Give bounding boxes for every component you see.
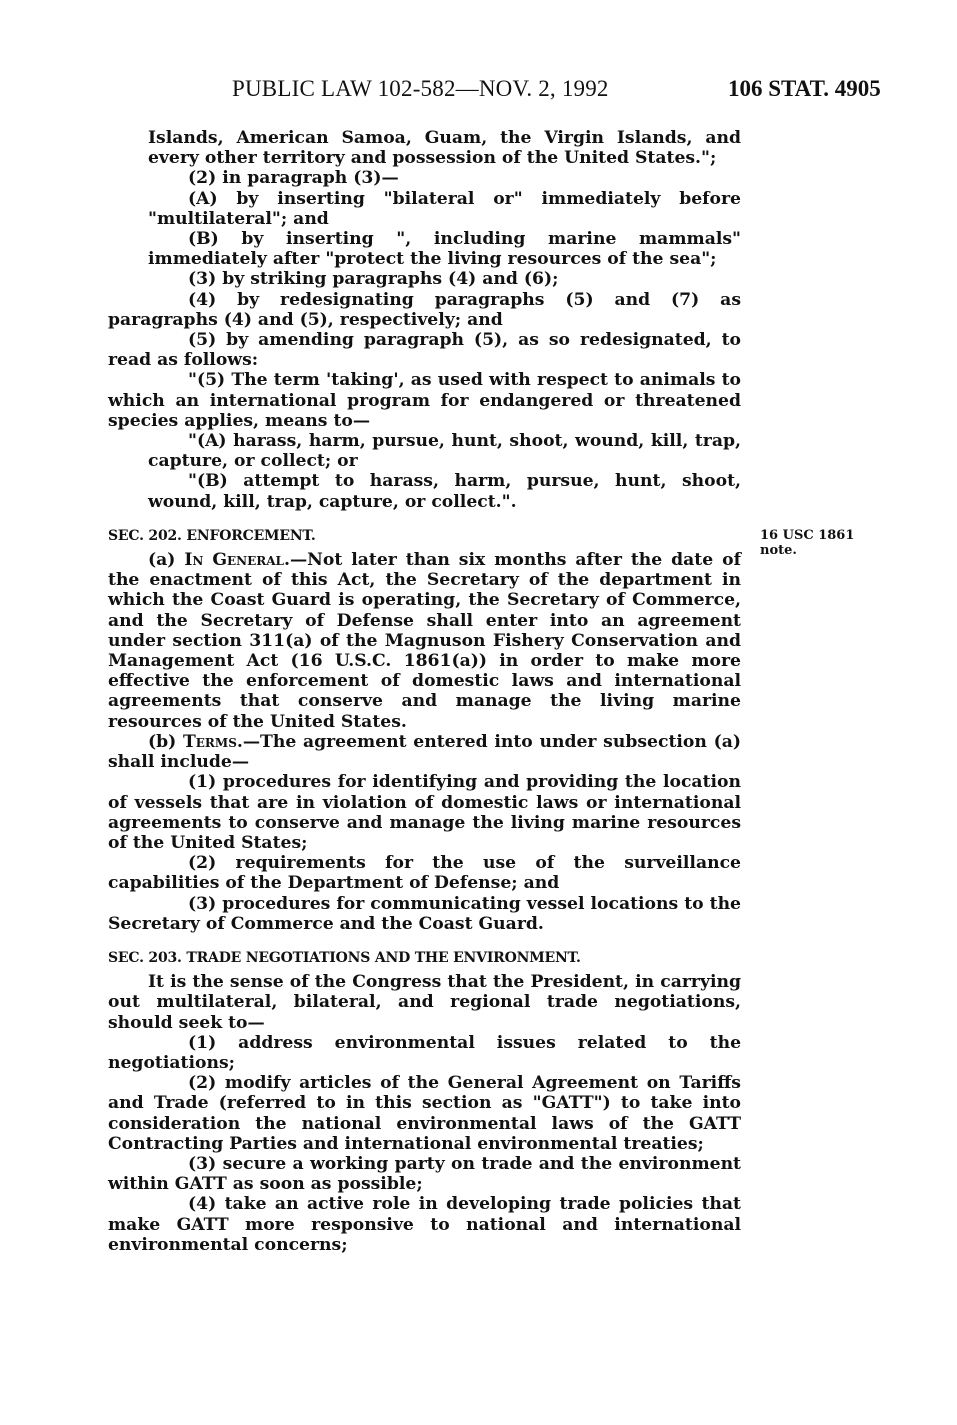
paragraph: "(A) harass, harm, pursue, hunt, shoot, wound, kill, trap, capture, or collect; or: [148, 431, 741, 472]
paragraph: (3) secure a working party on trade and the environment within GATT as soon as possible;: [108, 1153, 741, 1195]
paragraph: (5) by amending paragraph (5), as so redesignated, to read as follows:: [108, 330, 741, 371]
subsection-caption: Terms: [183, 731, 237, 752]
section-heading: SEC. 203. TRADE NEGOTIATIONS AND THE ENVIRONMENT.: [108, 949, 581, 966]
paragraph: (3) by striking paragraphs (4) and (6);: [188, 269, 559, 290]
paragraph: "(5) The term 'taking', as used with respect to animals to which an international program for endangered or threatened species applies, means to—: [108, 370, 741, 431]
subsection-caption: In General: [184, 550, 284, 571]
statute-page-number: 106 STAT. 4905: [728, 76, 881, 101]
running-head-title: PUBLIC LAW 102-582—NOV. 2, 1992: [232, 76, 609, 101]
paragraph: It is the sense of the Congress that the President, in carrying out multilateral, bilateral, and regional trade negotiations, should seek to—: [108, 972, 741, 1033]
paragraph: (3) procedures for communicating vessel locations to the Secretary of Commerce and the Coast Guard.: [108, 893, 741, 934]
margin-citation-note: [760, 528, 880, 558]
paragraph: (A) by inserting "bilateral or" immediately before "multilateral"; and: [148, 188, 741, 229]
margin-citation-line1: 16 USC 1861: [760, 528, 855, 543]
paragraph: (2) modify articles of the General Agreement on Tariffs and Trade (referred to in this section as "GATT") to take into consideration the national environmental laws of the GATT Contracting Parties and international environmental treaties;: [108, 1073, 741, 1154]
subsection-b: [108, 732, 741, 772]
section-heading: SEC. 202. ENFORCEMENT.: [108, 527, 316, 544]
paragraph: (2) requirements for the use of the surveillance capabilities of the Department of Defense; and: [108, 853, 741, 894]
subsection-text: .—Not later than six months after the date of the enactment of this Act, the Secretary of the department in which the Coast Guard is operating, the Secretary of Commerce, and the Secretary of Defense shall enter into an agreement under section 311(a) of the Magnuson Fishery Conservation and Management Act (16 U.S.C. 1861(a)) in order to make more effective the enforcement of domestic laws and international agreements that conserve and manage the living marine resources of the United States.: [108, 550, 741, 732]
margin-citation-line2: note.: [760, 543, 797, 558]
paragraph: (B) by inserting ", including marine mammals" immediately after "protect the living resources of the sea";: [148, 229, 741, 270]
subsection-text: .—The agreement entered into under subsection (a) shall include—: [108, 731, 741, 773]
paragraph: (4) by redesignating paragraphs (5) and (7) as paragraphs (4) and (5), respectively; and: [108, 289, 741, 330]
paragraph: (2) in paragraph (3)—: [188, 168, 399, 189]
subsection-label: (a): [148, 550, 185, 571]
paragraph: "(B) attempt to harass, harm, pursue, hunt, shoot, wound, kill, trap, capture, or collect.".: [148, 471, 741, 512]
subsection-label: (b): [148, 731, 183, 752]
document-body: [108, 128, 741, 1255]
paragraph: Islands, American Samoa, Guam, the Virgin Islands, and every other territory and possession of the United States.";: [148, 128, 741, 169]
paragraph: (1) address environmental issues related to the negotiations;: [108, 1032, 741, 1073]
page-header: [0, 76, 957, 110]
subsection-a: [108, 550, 741, 732]
paragraph: (4) take an active role in developing trade policies that make GATT more responsive to national and international environmental concerns;: [108, 1194, 741, 1255]
paragraph: (1) procedures for identifying and providing the location of vessels that are in violation of domestic laws or international agreements to conserve and manage the living marine resources of the United States;: [108, 772, 741, 853]
